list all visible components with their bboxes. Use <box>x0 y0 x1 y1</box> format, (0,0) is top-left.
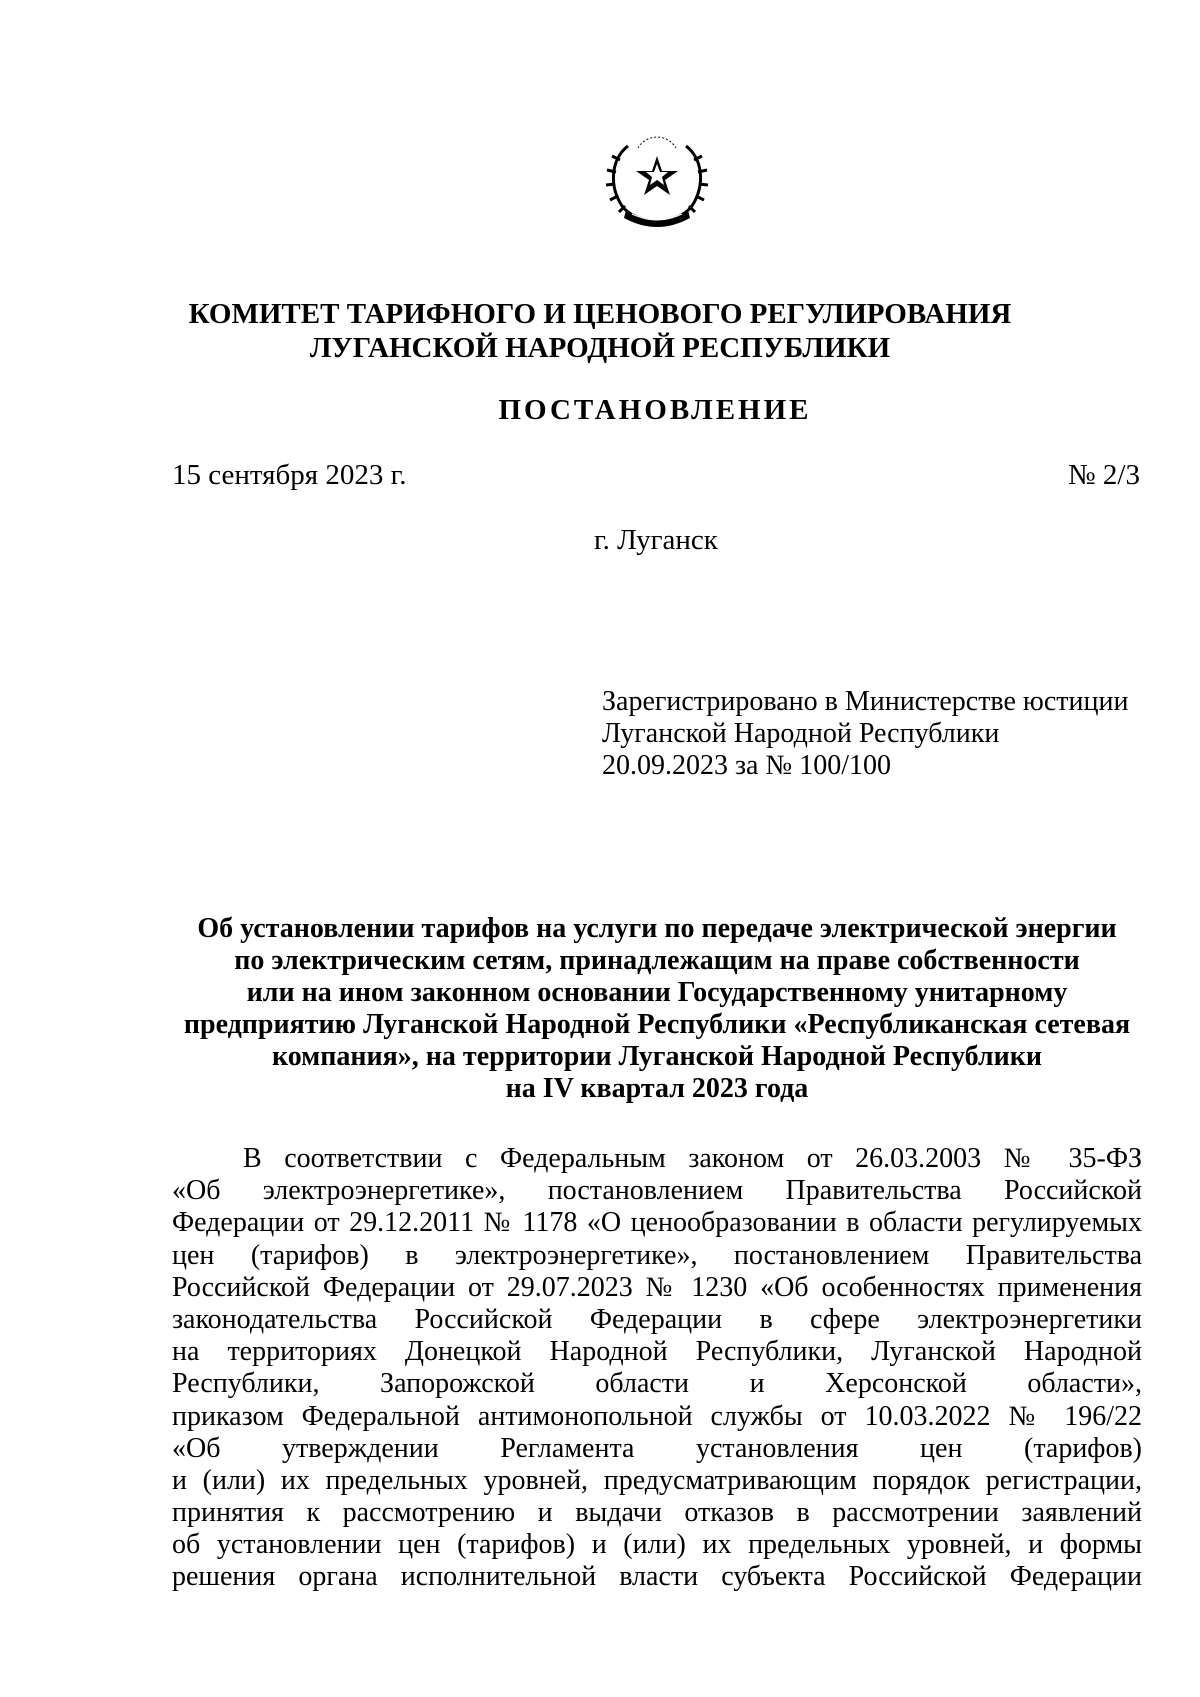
coat-of-arms-emblem <box>598 126 716 230</box>
document-number: № 2/3 <box>1068 459 1140 491</box>
body-line: Федерации от 29.12.2011 № 1178 «О ценообразовании в области регулируемых <box>172 1207 1142 1239</box>
organization-name-line-1: КОМИТЕТ ТАРИФНОГО И ЦЕНОВОГО РЕГУЛИРОВАНИЯ <box>188 298 1012 330</box>
title-line: предприятию Луганской Народной Республики «Республиканская сетевая <box>183 1009 1131 1040</box>
body-line: решения органа исполнительной власти субъекта Российской Федерации <box>172 1561 1142 1593</box>
body-line: законодательства Российской Федерации в сфере электроэнергетики <box>172 1303 1142 1335</box>
document-title <box>172 913 1142 1105</box>
registration-line-2: Луганской Народной Республики <box>602 718 1000 749</box>
body-line: Республики, Запорожской области и Херсонской области», <box>172 1368 1142 1400</box>
registration-line-1: Зарегистрировано в Министерстве юстиции <box>602 686 1129 717</box>
document-date: 15 сентября 2023 г. <box>172 459 407 491</box>
coat-of-arms-icon <box>598 126 716 230</box>
body-line: и (или) их предельных уровней, предусматривающим порядок регистрации, <box>172 1464 1142 1496</box>
document-type-heading: ПОСТАНОВЛЕНИЕ <box>498 394 812 426</box>
organization-name <box>0 297 1200 365</box>
body-line: на территориях Донецкой Народной Республики, Луганской Народной <box>172 1336 1142 1368</box>
organization-name-line-2: ЛУГАНСКОЙ НАРОДНОЙ РЕСПУБЛИКИ <box>309 332 891 364</box>
body-line: об установлении цен (тарифов) и (или) их предельных уровней, и формы <box>172 1529 1142 1561</box>
body-line: Российской Федерации от 29.07.2023 № 1230 «Об особенностях применения <box>172 1271 1142 1303</box>
title-line: или на ином законном основании Государственному унитарному <box>246 977 1068 1008</box>
body-line: «Об утверждении Регламента установления цен (тарифов) <box>172 1432 1142 1464</box>
document-city: г. Луганск <box>594 524 718 556</box>
title-line: компания», на территории Луганской Народной Республики <box>271 1041 1043 1072</box>
body-line: В соответствии с Федеральным законом от 26.03.2003 № 35-ФЗ <box>243 1143 1142 1174</box>
registration-stamp <box>602 686 1128 782</box>
title-line: Об установлении тарифов на услуги по передаче электрической энергии <box>197 913 1117 944</box>
title-line: на IV квартал 2023 года <box>505 1073 809 1104</box>
body-line: приказом Федеральной антимонопольной службы от 10.03.2022 № 196/22 <box>172 1400 1142 1432</box>
title-line: по электрическим сетям, принадлежащим на праве собственности <box>234 945 1080 976</box>
body-paragraph <box>172 1143 1142 1594</box>
registration-line-3: 20.09.2023 за № 100/100 <box>602 750 891 781</box>
body-line: принятия к рассмотрению и выдачи отказов в рассмотрении заявлений <box>172 1497 1142 1529</box>
body-line: «Об электроэнергетике», постановлением Правительства Российской <box>172 1175 1142 1207</box>
body-line: цен (тарифов) в электроэнергетике», постановлением Правительства <box>172 1239 1142 1271</box>
